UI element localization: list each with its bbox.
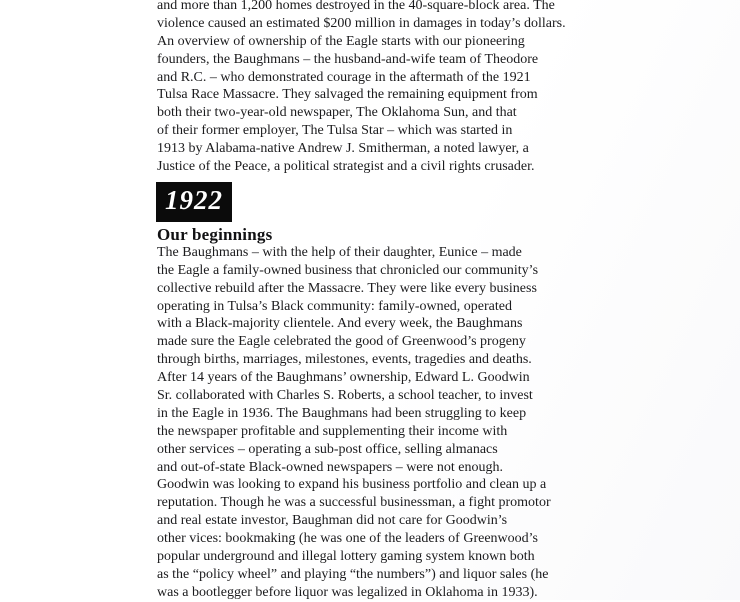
paragraph-line: Goodwin was looking to expand his business portfolio and clean up a xyxy=(157,477,547,493)
paragraph-line: reputation. Though he was a successful businessman, a fight promotor xyxy=(157,495,551,511)
paragraph-line: through births, marriages, milestones, events, tragedies and deaths. xyxy=(157,352,532,368)
paragraph-line: other services – operating a sub-post office, selling almanacs xyxy=(157,441,498,457)
year-badge xyxy=(156,182,232,222)
paragraph-line: founders, the Baughmans – the husband-and-wife team of Theodore xyxy=(157,51,539,67)
section-heading: Our beginnings xyxy=(157,224,273,244)
paragraph-line: other vices: bookmaking (he was one of the leaders of Greenwood’s xyxy=(157,531,538,547)
paragraph-line: both their two-year-old newspaper, The Oklahoma Sun, and that xyxy=(157,105,517,121)
paragraph-line: of their former employer, The Tulsa Star – which was started in xyxy=(157,123,513,139)
paragraph-line: The Baughmans – with the help of their daughter, Eunice – made xyxy=(157,244,522,260)
paragraph-line: the newspaper profitable and supplementing their income with xyxy=(157,423,508,439)
article-column xyxy=(157,0,576,602)
paragraph-line: and out-of-state Black-owned newspapers – were not enough. xyxy=(157,459,504,475)
paragraph-line: After 14 years of the Baughmans’ ownership, Edward L. Goodwin xyxy=(157,370,530,386)
paragraph-line: popular underground and illegal lottery gaming system known both xyxy=(157,549,535,565)
paragraph-line: 1913 by Alabama-native Andrew J. Smitherman, a noted lawyer, a xyxy=(157,141,529,157)
paragraph-line: violence caused an estimated $200 million in damages in today’s dollars. xyxy=(157,15,566,31)
paragraph-line: was a bootlegger before liquor was legalized in Oklahoma in 1933). xyxy=(157,584,538,600)
year-badge-label: 1922 xyxy=(165,185,223,216)
paragraph-line: with a Black-majority clientele. And every week, the Baughmans xyxy=(157,316,523,332)
paragraph-line: and more than 1,200 homes destroyed in the 40-square-block area. The xyxy=(157,0,555,13)
paragraph-line: and real estate investor, Baughman did not care for Goodwin’s xyxy=(157,513,508,529)
paragraph-line: made sure the Eagle celebrated the good of Greenwood’s progeny xyxy=(157,334,526,350)
paragraph-line: as the “policy wheel” and playing “the numbers”) and liquor sales (he xyxy=(157,566,549,582)
paragraph-line: Tulsa Race Massacre. They salvaged the remaining equipment from xyxy=(157,87,538,103)
paragraph-line: in the Eagle in 1936. The Baughmans had been struggling to keep xyxy=(157,405,527,421)
paragraph-line: the Eagle a family-owned business that chronicled our community’s xyxy=(157,262,539,278)
paragraph-line: Sr. collaborated with Charles S. Roberts, a school teacher, to invest xyxy=(157,388,533,404)
paragraph-line: and R.C. – who demonstrated courage in the aftermath of the 1921 xyxy=(157,69,531,85)
paragraph-line: Justice of the Peace, a political strategist and a civil rights crusader. xyxy=(157,159,535,175)
paragraph-line: collective rebuild after the Massacre. They were like every business xyxy=(157,280,537,296)
paragraph-line: operating in Tulsa’s Black community: family-owned, operated xyxy=(157,298,512,314)
paragraph-line: An overview of ownership of the Eagle starts with our pioneering xyxy=(157,33,525,49)
